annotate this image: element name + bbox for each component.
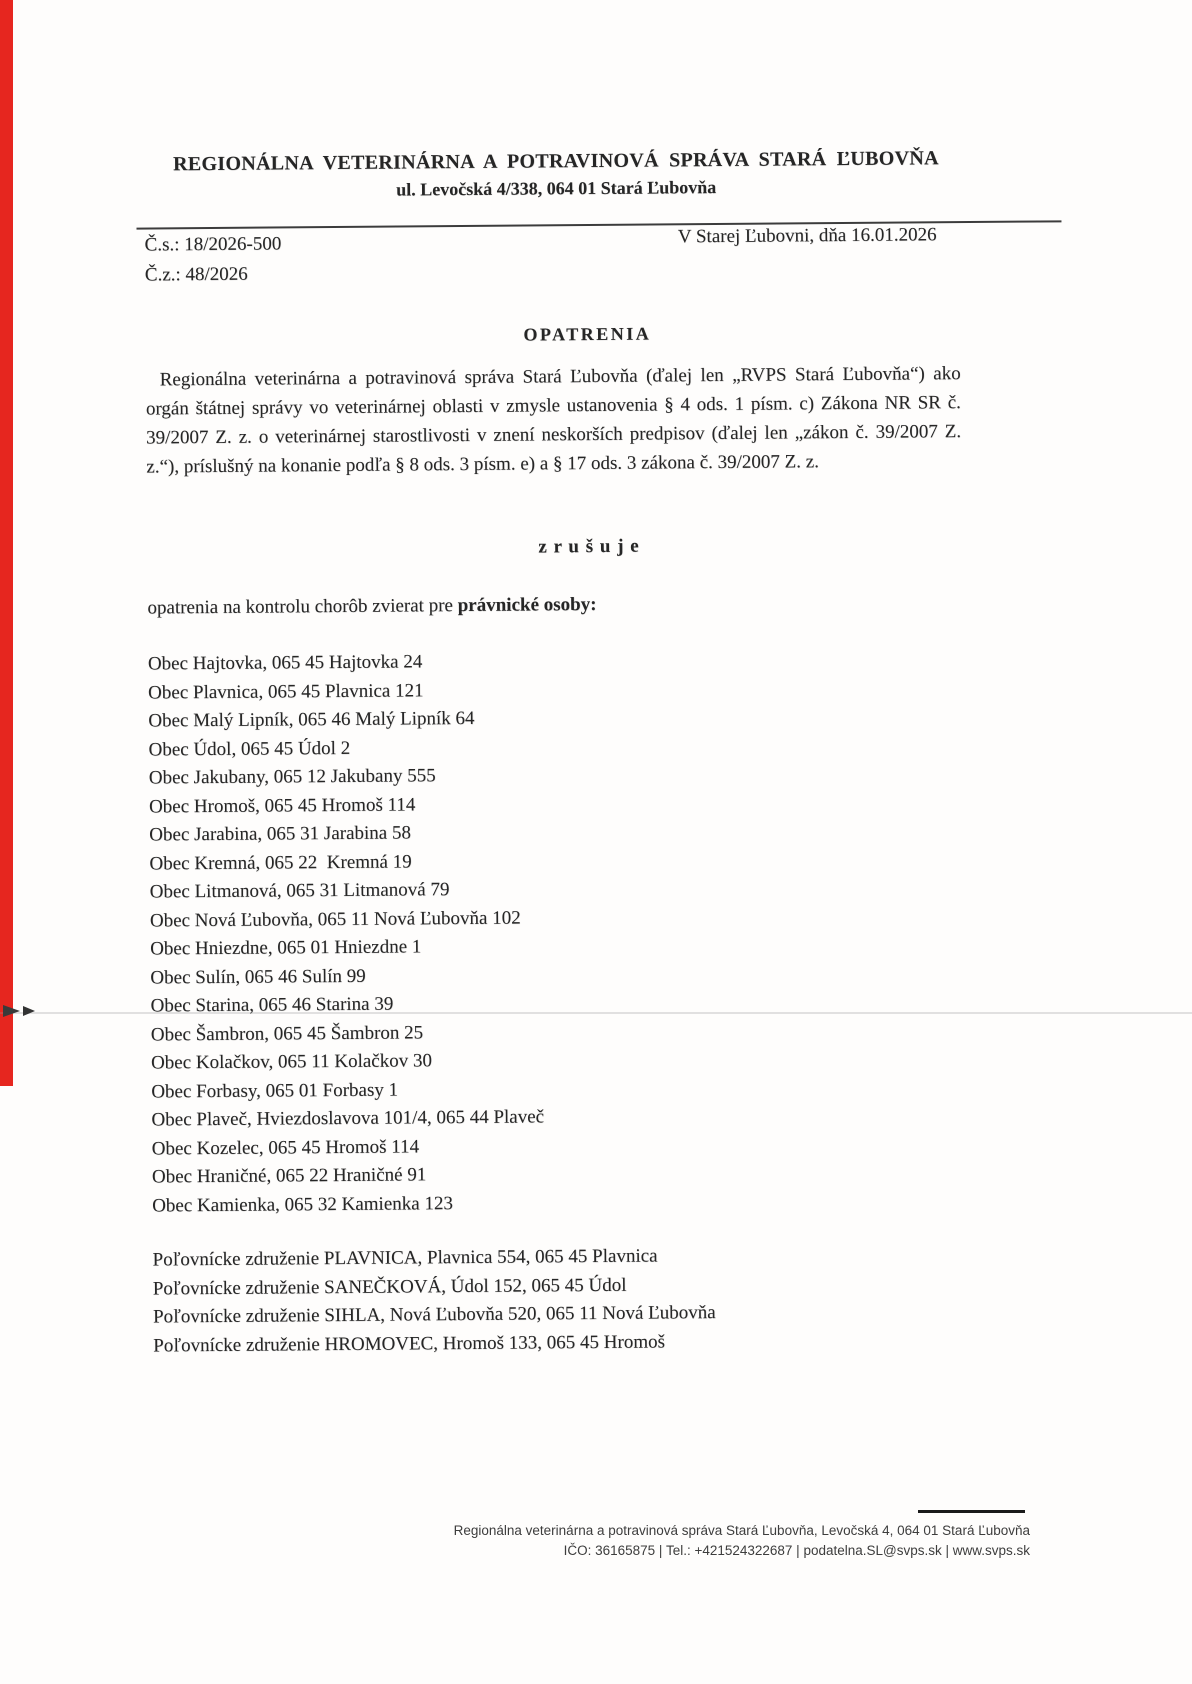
letterhead	[141, 147, 971, 203]
municipality-entry: Obec Jakubany, 065 12 Jakubany 555	[148, 765, 436, 789]
footer-divider	[918, 1510, 1025, 1513]
hunting-association-entry: Poľovnícke združenie SANEČKOVÁ, Údol 152, 065 45 Údol	[152, 1274, 627, 1299]
municipality-entry: Obec Nová Ľubovňa, 065 11 Nová Ľubovňa 102	[149, 907, 521, 932]
organization-address: ul. Levočská 4/338, 064 01 Stará Ľubovňa	[396, 177, 717, 200]
crease-arrow-mark	[3, 1005, 20, 1017]
municipalities-list	[148, 647, 545, 1220]
municipality-entry: Obec Plaveč, Hviezdoslavova 101/4, 065 44 Plaveč	[151, 1106, 545, 1131]
municipality-entry: Obec Malý Lipník, 065 46 Malý Lipník 64	[148, 707, 475, 732]
municipality-entry: Obec Forbasy, 065 01 Forbasy 1	[151, 1079, 399, 1103]
subject-heading: OPATRENIA	[523, 323, 652, 345]
municipality-entry: Obec Šambron, 065 45 Šambron 25	[150, 1021, 424, 1046]
municipality-entry: Obec Údol, 065 45 Údol 2	[148, 737, 351, 761]
hunting-association-entry: Poľovnícke združenie PLAVNICA, Plavnica 554, 065 45 Plavnica	[152, 1245, 658, 1271]
hunting-associations-list	[152, 1242, 716, 1360]
footer-address: Regionálna veterinárna a potravinová správa Stará Ľubovňa, Levočská 4, 064 01 Stará Ľubovňa	[453, 1523, 1030, 1538]
municipality-entry: Obec Starina, 065 46 Starina 39	[150, 993, 394, 1017]
decision-word: z r u š u j e	[538, 535, 640, 558]
municipality-entry: Obec Kremná, 065 22 Kremná 19	[149, 850, 412, 875]
municipality-entry: Obec Litmanová, 065 31 Litmanová 79	[149, 879, 450, 903]
municipality-entry: Obec Hromoš, 065 45 Hromoš 114	[148, 793, 416, 818]
crease-arrow-mark	[23, 1006, 35, 1016]
organization-title: REGIONÁLNA VETERINÁRNA A POTRAVINOVÁ SPRÁVA STARÁ ĽUBOVŇA	[173, 147, 939, 176]
scope-emphasis: právnické osoby:	[457, 593, 597, 617]
municipality-entry: Obec Kolačkov, 065 11 Kolačkov 30	[150, 1050, 433, 1074]
scope-line	[147, 594, 596, 620]
hunting-association-entry: Poľovnícke združenie HROMOVEC, Hromoš 133, 065 45 Hromoš	[153, 1330, 666, 1356]
municipality-entry: Obec Sulín, 065 46 Sulín 99	[150, 965, 366, 989]
scope-text: opatrenia na kontrolu chorôb zvierat pre	[147, 595, 458, 619]
fold-crease-line	[0, 1012, 1192, 1014]
file-number: Č.s.: 18/2026-500	[144, 233, 282, 256]
footer-block	[454, 1521, 1030, 1561]
municipality-entry: Obec Hniezdne, 065 01 Hniezdne 1	[150, 936, 422, 960]
place-and-date: V Starej Ľubovni, dňa 16.01.2026	[677, 224, 937, 248]
hunting-association-entry: Poľovnícke združenie SIHLA, Nová Ľubovňa 520, 065 11 Nová Ľubovňa	[152, 1302, 716, 1328]
footer-contacts: IČO: 36165875 | Tel.: +421524322687 | podatelna.SL@svps.sk | www.svps.sk	[563, 1543, 1030, 1558]
record-number: Č.z.: 48/2026	[144, 263, 248, 286]
municipality-entry: Obec Plavnica, 065 45 Plavnica 121	[148, 679, 424, 704]
municipality-entry: Obec Kozelec, 065 45 Hromoš 114	[151, 1135, 420, 1160]
municipality-entry: Obec Hraničné, 065 22 Hraničné 91	[151, 1164, 427, 1188]
intro-paragraph: Regionálna veterinárna a potravinová správa Stará Ľubovňa (ďalej len „RVPS Stará Ľubovňa“) ako orgán štátnej správy vo veterinárnej oblasti v zmysle ustanovenia § 4 ods. 1 písm. c) Zákona NR SR č. 39/2007 Z. z. o veterinárnej starostlivosti v znení neskorších predpisov (ďalej len „zákon č. 39/2007 Z. z.“), príslušný na konanie podľa § 8 ods. 3 písm. e) a § 17 ods. 3 zákona č. 39/2007 Z. z.	[145, 363, 962, 478]
municipality-entry: Obec Hajtovka, 065 45 Hajtovka 24	[147, 651, 423, 675]
municipality-entry: Obec Kamienka, 065 32 Kamienka 123	[152, 1192, 453, 1217]
municipality-entry: Obec Jarabina, 065 31 Jarabina 58	[149, 822, 412, 846]
